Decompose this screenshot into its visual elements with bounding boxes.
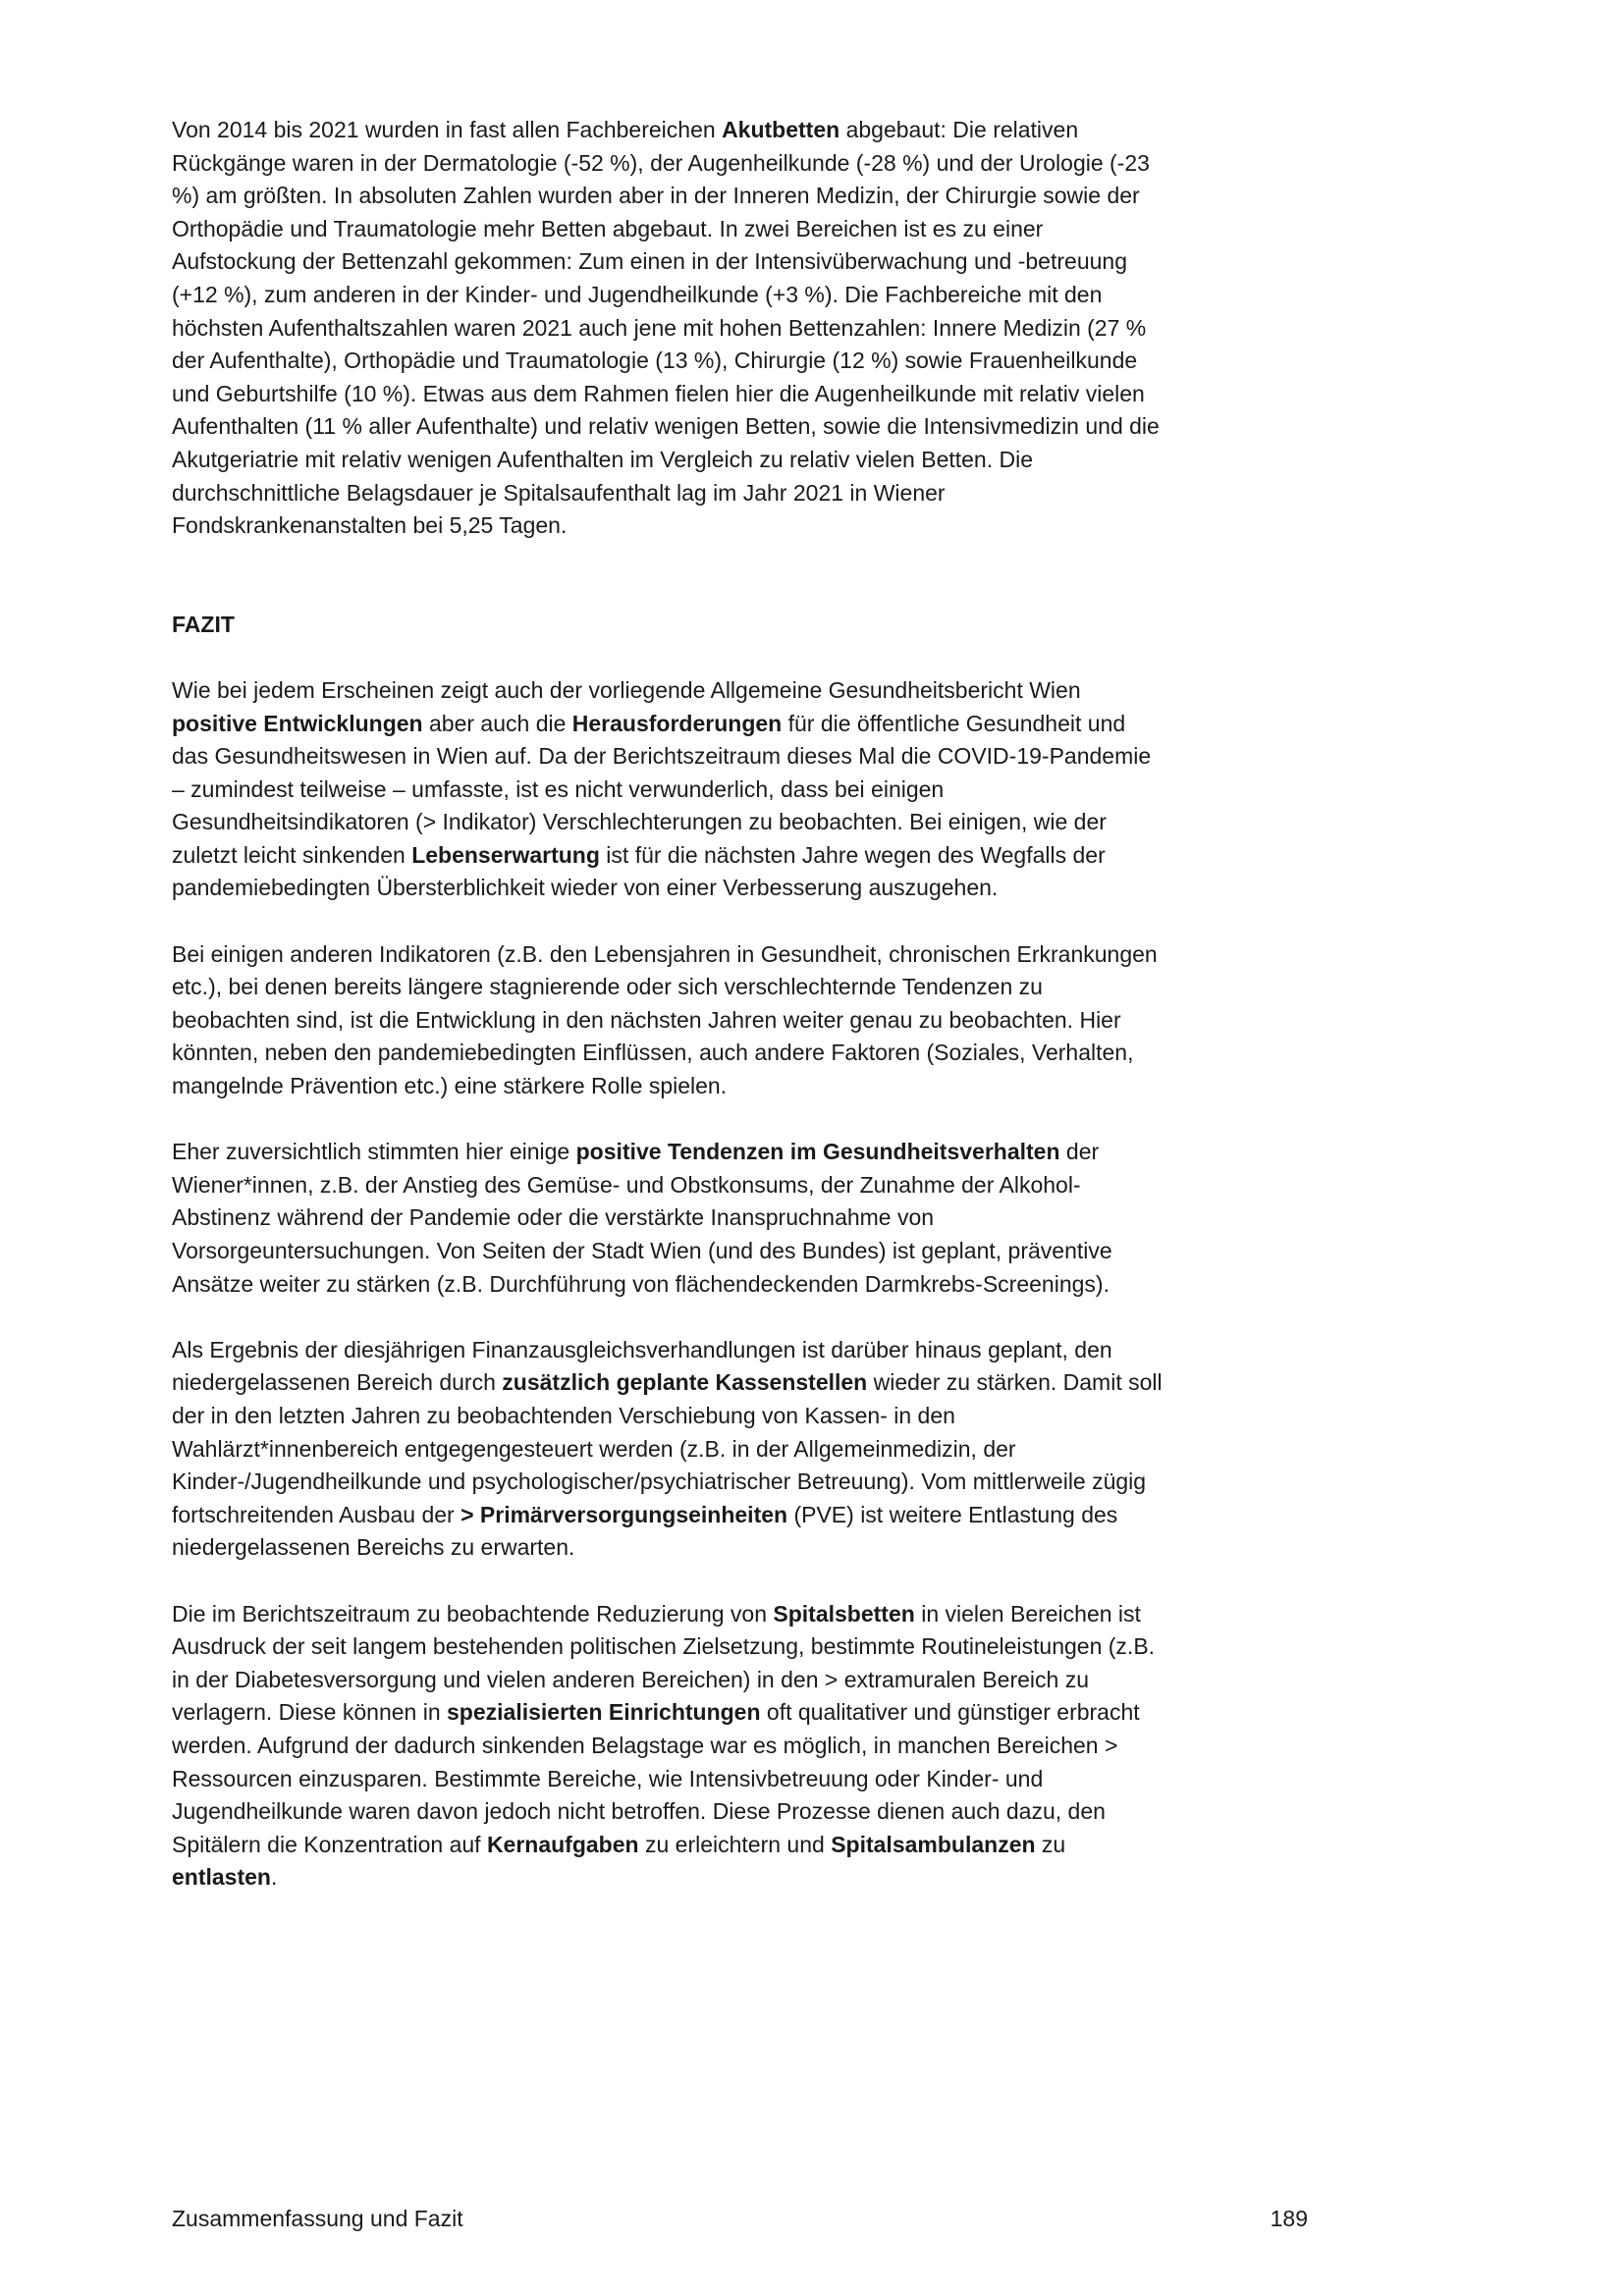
text-run: abgebaut: Die relativen Rückgänge waren in der Dermatologie (-52 %), der Augenheilkunde (-28 %) und der Urologie (-23 %) am größten. In absoluten Zahlen wurden aber in der Inneren Medizin, der Chirurgie sowie der Orthopädie und Traumatologie mehr Betten abgebaut. In zwei Bereichen ist es zu einer Aufstockung der Bettenzahl gekommen: Zum einen in der Intensivüberwachung und -betreuung (+12 %), zum anderen in der Kinder- und Jugendheilkunde (+3 %). Die Fachbereiche mit den höchsten Aufenthaltszahlen waren 2021 auch jene mit hohen Bettenzahlen: Innere Medizin (27 % der Aufenthalte), Orthopädie und Traumatologie (13 %), Chirurgie (12 %) sowie Frauenheilkunde und Geburtshilfe (10 %). Etwas aus dem Rahmen fielen hier die Augenheilkunde mit relativ vielen Aufenthalten (11 % aller Aufenthalte) und relativ wenigen Betten, sowie die Intensivmedizin und die Akutgeriatrie mit relativ wenigen Aufenthalten im Vergleich zu relativ vielen Betten. Die durchschnittliche Belagsdauer je Spitalsaufenthalt lag im Jahr 2021 in Wiener Fondskrankenanstalten bei 5,25 Tagen. [172, 117, 1160, 539]
text-run: (PVE) ist weitere Entlastung des niedergelassenen Bereichs zu erwarten. [172, 1501, 1118, 1561]
paragraph [172, 1136, 1164, 1301]
bold-text: Herausforderungen [571, 710, 783, 736]
text-run: Als Ergebnis der diesjährigen Finanzausgleichsverhandlungen ist darüber hinaus geplant, den niedergelassenen Bereich durch [172, 1336, 1112, 1396]
bold-text: spezialisierten Einrichtungen [447, 1699, 761, 1726]
text-run: der Wiener*innen, z.B. der Anstieg des Gemüse- und Obstkonsums, der Zunahme der Alkohol-Abstinenz während der Pandemie oder die verstärkte Inanspruchnahme von Vorsorgeuntersuchungen. Von Seiten der Stadt Wien (und des Bundes) ist geplant, präventive Ansätze weiter zu stärken (z.B. Durchführung von flächendeckenden Darmkrebs-Screenings). [172, 1139, 1112, 1297]
text-run: oft qualitativer und günstiger erbracht werden. Aufgrund der dadurch sinkenden Belagstage war es möglich, in manchen Bereichen > Ressourcen einzusparen. Bestimmte Bereiche, wie Intensivbetreuung oder Kinder- und Jugendheilkunde waren davon jedoch nicht betroffen. Diese Prozesse dienen auch dazu, den Spitälern die Konzentration auf [172, 1699, 1140, 1857]
bold-text: > Primärversorgungseinheiten [460, 1501, 788, 1527]
intro-paragraph [172, 114, 1164, 543]
text-run: Die im Berichtszeitraum zu beobachtende Reduzierung von [172, 1600, 774, 1627]
bold-text: Spitalsambulanzen [831, 1831, 1036, 1857]
paragraph [172, 674, 1164, 905]
section-heading: FAZIT [172, 611, 235, 637]
bold-text: Lebenserwartung [411, 841, 600, 868]
bold-text: Akutbetten [722, 117, 840, 142]
text-run: . [270, 1864, 278, 1891]
paragraph [172, 938, 1164, 1103]
text-run: aber auch die [422, 710, 572, 736]
bold-text: entlasten [172, 1864, 271, 1891]
bold-text: positive Tendenzen im Gesundheitsverhalten [575, 1139, 1060, 1165]
bold-text: Kernaufgaben [486, 1831, 639, 1857]
text-run: für die öffentliche Gesundheit und das Gesundheitswesen in Wien auf. Da der Berichtszeitraum dieses Mal die COVID-19-Pandemie – zumindest teilweise – umfasste, ist es nicht verwunderlich, dass bei einigen Gesundheitsindikatoren (> Indikator) Verschlechterungen zu beobachten. Bei einigen, wie der zuletzt leicht sinkenden [172, 710, 1152, 868]
paragraph [172, 1598, 1164, 1895]
text-run: wieder zu stärken. Damit soll der in den letzten Jahren zu beobachtenden Verschiebung von Kassen- in den Wahlärzt*innenbereich entgegengesteuert werden (z.B. in der Allgemeinmedizin, der Kinder-/Jugendheilkunde und psychologischer/psychiatrischer Betreuung). Vom mittlerweile zügig fortschreitenden Ausbau der [172, 1369, 1163, 1527]
text-run: zu erleichtern und [638, 1831, 832, 1857]
text-run: Wie bei jedem Erscheinen zeigt auch der vorliegende Allgemeine Gesundheitsbericht Wien [172, 676, 1081, 703]
main-content [172, 114, 1164, 1927]
text-run: in vielen Bereichen ist Ausdruck der seit langem bestehenden politischen Zielsetzung, bestimmte Routineleistungen (z.B. in der Diabetesversorgung und vielen anderen Bereichen) in den > extramuralen Bereich zu verlagern. Diese können in [172, 1600, 1156, 1726]
paragraph [172, 1334, 1164, 1565]
page-number: 189 [1270, 2206, 1308, 2231]
text-run: Eher zuversichtlich stimmten hier einige [172, 1139, 576, 1165]
bold-text: Spitalsbetten [773, 1600, 915, 1627]
text-run: Bei einigen anderen Indikatoren (z.B. den Lebensjahren in Gesundheit, chronischen Erkrankungen etc.), bei denen bereits längere stagnierende oder sich verschlechternde Tendenzen zu beobachten sind, ist die Entwicklung in den nächsten Jahren weiter genau zu beobachten. Hier könnten, neben den pandemiebedingten Einflüssen, auch andere Faktoren (Soziales, Verhalten, mangelnde Prävention etc.) eine stärkere Rolle spielen. [172, 940, 1158, 1099]
bold-text: zusätzlich geplante Kassenstellen [502, 1369, 868, 1396]
text-run: zu [1035, 1831, 1066, 1857]
text-run: ist für die nächsten Jahre wegen des Wegfalls der pandemiebedingten Übersterblichkeit wieder von einer Verbesserung auszugehen. [172, 841, 1106, 901]
bold-text: positive Entwicklungen [172, 710, 423, 736]
text-run: Von 2014 bis 2021 wurden in fast allen Fachbereichen [172, 117, 723, 142]
footer-title: Zusammenfassung und Fazit [172, 2206, 463, 2231]
